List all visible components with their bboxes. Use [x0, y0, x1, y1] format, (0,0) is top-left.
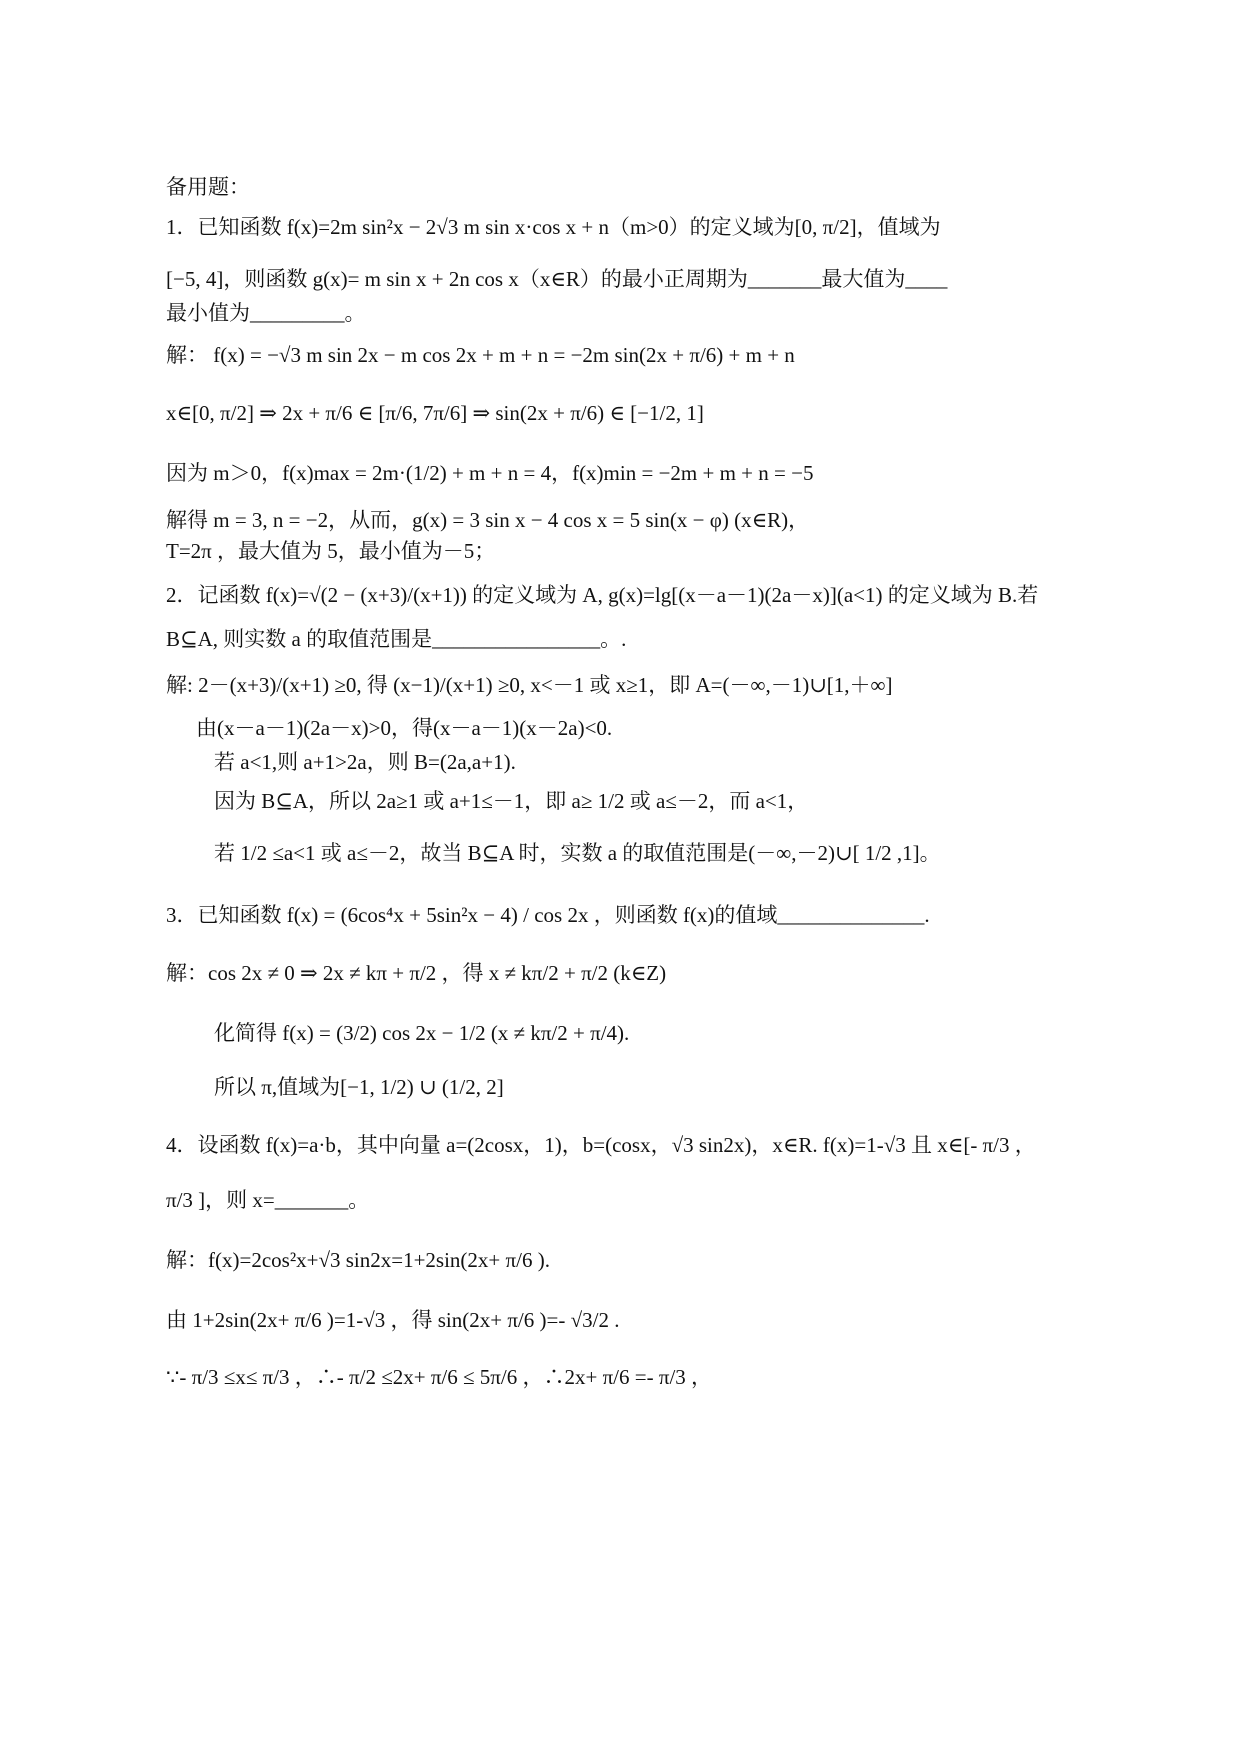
problem-4-solution-2: 由 1+2sin(2x+ π/6 )=1-√3 ，得 sin(2x+ π/6 )=- √3/2 . [166, 1308, 620, 1332]
problem-4-statement-cont: π/3 ]，则 x=_______。 [166, 1188, 370, 1212]
problem-1-solution-3: 因为 m＞0，f(x)max = 2m·(1/2) + m + n = 4，f(x)min = −2m + m + n = −5 [166, 461, 814, 485]
problem-2-statement: 2．记函数 f(x)=√(2 − (x+3)/(x+1)) 的定义域为 A, g(x)=lg[(x－a－1)(2a－x)](a<1) 的定义域为 B.若 [166, 583, 1039, 607]
section-heading: 备用题： [166, 175, 250, 199]
problem-1-solution-4: 解得 m = 3, n = −2，从而，g(x) = 3 sin x − 4 cos x = 5 sin(x − φ) (x∈R)， [166, 508, 810, 532]
problem-4-solution-3: ∵- π/3 ≤x≤ π/3 ，∴- π/2 ≤2x+ π/6 ≤ 5π/6 ，∴2x+ π/6 =- π/3 ， [166, 1365, 713, 1389]
problem-2-solution-1: 解: 2－(x+3)/(x+1) ≥0, 得 (x−1)/(x+1) ≥0, x<－1 或 x≥1，即 A=(－∞,－1)∪[1,＋∞] [166, 673, 893, 697]
problem-1-solution-1: 解： f(x) = −√3 m sin 2x − m cos 2x + m + n = −2m sin(2x + π/6) + m + n [166, 343, 795, 367]
problem-2-solution-3: 若 a<1,则 a+1>2a，则 B=(2a,a+1). [214, 750, 516, 774]
problem-4-solution-1: 解：f(x)=2cos²x+√3 sin2x=1+2sin(2x+ π/6 ). [166, 1248, 550, 1272]
problem-1-solution-2: x∈[0, π/2] ⇒ 2x + π/6 ∈ [π/6, 7π/6] ⇒ sin(2x + π/6) ∈ [−1/2, 1] [166, 401, 704, 425]
problem-4-statement: 4．设函数 f(x)=a·b，其中向量 a=(2cosx，1)，b=(cosx，√3 sin2x)，x∈R. f(x)=1-√3 且 x∈[- π/3 ， [166, 1133, 1036, 1157]
problem-2-solution-4: 因为 B⊆A，所以 2a≥1 或 a+1≤－1，即 a≥ 1/2 或 a≤－2，而 a<1， [214, 789, 809, 813]
problem-2-statement-cont: B⊆A, 则实数 a 的取值范围是________________。. [166, 627, 627, 651]
problem-1-statement: 1．已知函数 f(x)=2m sin²x − 2√3 m sin x·cos x + n（m>0）的定义域为[0, π/2]，值域为 [166, 215, 941, 239]
problem-3-solution-1: 解：cos 2x ≠ 0 ⇒ 2x ≠ kπ + π/2 ，得 x ≠ kπ/2 + π/2 (k∈Z) [166, 961, 667, 985]
problem-1-statement-end: 最小值为_________。 [166, 301, 366, 325]
problem-2-solution-5: 若 1/2 ≤a<1 或 a≤－2，故当 B⊆A 时，实数 a 的取值范围是(－∞,－2)∪[ 1/2 ,1]。 [214, 841, 941, 865]
problem-3-solution-2: 化简得 f(x) = (3/2) cos 2x − 1/2 (x ≠ kπ/2 + π/4). [214, 1021, 630, 1045]
problem-3-solution-3: 所以 π,值域为[−1, 1/2) ∪ (1/2, 2] [214, 1075, 504, 1099]
problem-1-answer: T=2π ，最大值为 5，最小值为－5； [166, 539, 496, 563]
problem-3-statement: 3．已知函数 f(x) = (6cos⁴x + 5sin²x − 4) / cos 2x ，则函数 f(x)的值域______________. [166, 903, 930, 927]
problem-1-statement-cont: [−5, 4]，则函数 g(x)= m sin x + 2n cos x（x∈R）的最小正周期为_______最大值为____ [166, 267, 948, 291]
problem-2-solution-2: 由(x－a－1)(2a－x)>0，得(x－a－1)(x－2a)<0. [196, 716, 613, 740]
